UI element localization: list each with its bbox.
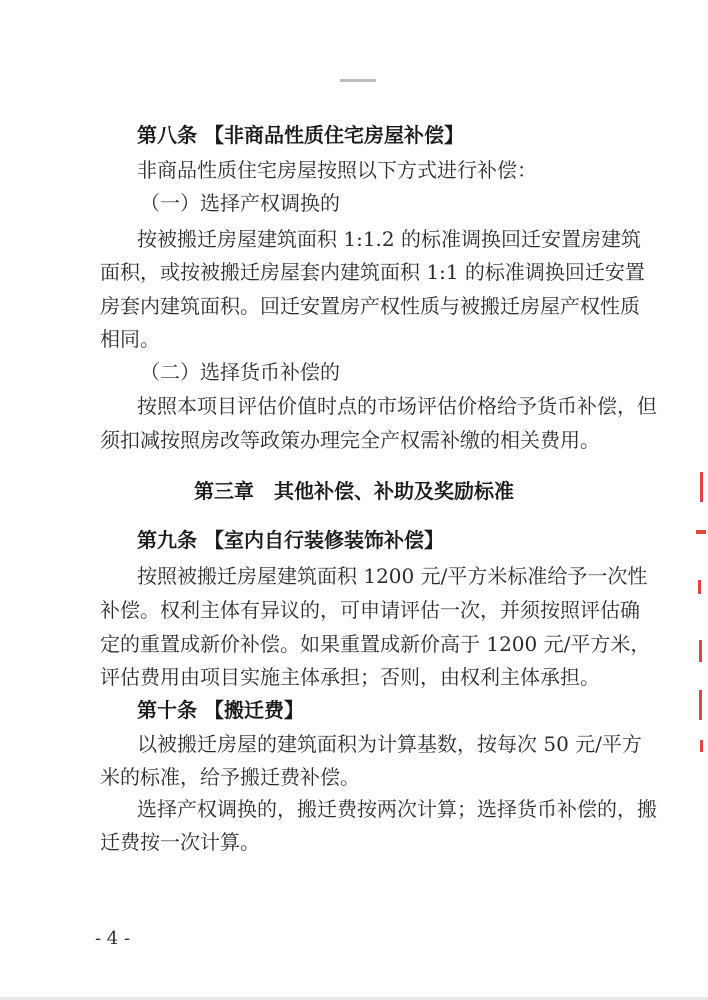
- paragraph-line: 选择产权调换的，搬迁费按两次计算；选择货币补偿的，搬: [137, 797, 657, 821]
- option-1-title: （一）选择产权调换的: [140, 191, 340, 215]
- paragraph-line: 以被搬迁房屋的建筑面积为计算基数，按每次 50 元/平方: [137, 732, 642, 756]
- scan-mark: [340, 79, 376, 82]
- article-9-heading: 第九条 【室内自行装修装饰补偿】: [137, 528, 444, 552]
- paragraph-line: 米的标准，给予搬迁费补偿。: [100, 765, 360, 789]
- article-8-intro: 非商品性质住宅房屋按照以下方式进行补偿：: [137, 158, 537, 182]
- paragraph-line: 补偿。权利主体有异议的，可申请评估一次，并须按照评估确: [100, 598, 640, 622]
- paragraph-line: 迁费按一次计算。: [100, 830, 260, 854]
- paragraph-line: 按照被搬迁房屋建筑面积 1200 元/平方米标准给予一次性: [137, 564, 648, 588]
- paragraph-line: 相同。: [100, 327, 160, 351]
- chapter-title: 第三章 其他补偿、补助及奖励标准: [194, 479, 514, 503]
- paragraph-line: 面积，或按被搬迁房屋套内建筑面积 1:1 的标准调换回迁安置: [100, 260, 645, 284]
- article-10-heading: 第十条 【搬迁费】: [137, 698, 304, 722]
- paragraph-line: 评估费用由项目实施主体承担；否则，由权利主体承担。: [100, 665, 600, 689]
- paragraph-line: 房套内建筑面积。回迁安置房产权性质与被搬迁房屋产权性质: [100, 294, 640, 318]
- article-8-heading: 第八条 【非商品性质住宅房屋补偿】: [137, 123, 464, 147]
- paragraph-line: 须扣减按照房改等政策办理完全产权需补缴的相关费用。: [100, 428, 600, 452]
- page-number: - 4 -: [95, 928, 131, 949]
- paragraph-line: 按被搬迁房屋建筑面积 1:1.2 的标准调换回迁安置房建筑: [137, 227, 641, 251]
- option-2-title: （二）选择货币补偿的: [140, 360, 340, 384]
- paragraph-line: 按照本项目评估价值时点的市场评估价格给予货币补偿，但: [137, 394, 657, 418]
- paragraph-line: 定的重置成新价补偿。如果重置成新价高于 1200 元/平方米，: [100, 632, 651, 656]
